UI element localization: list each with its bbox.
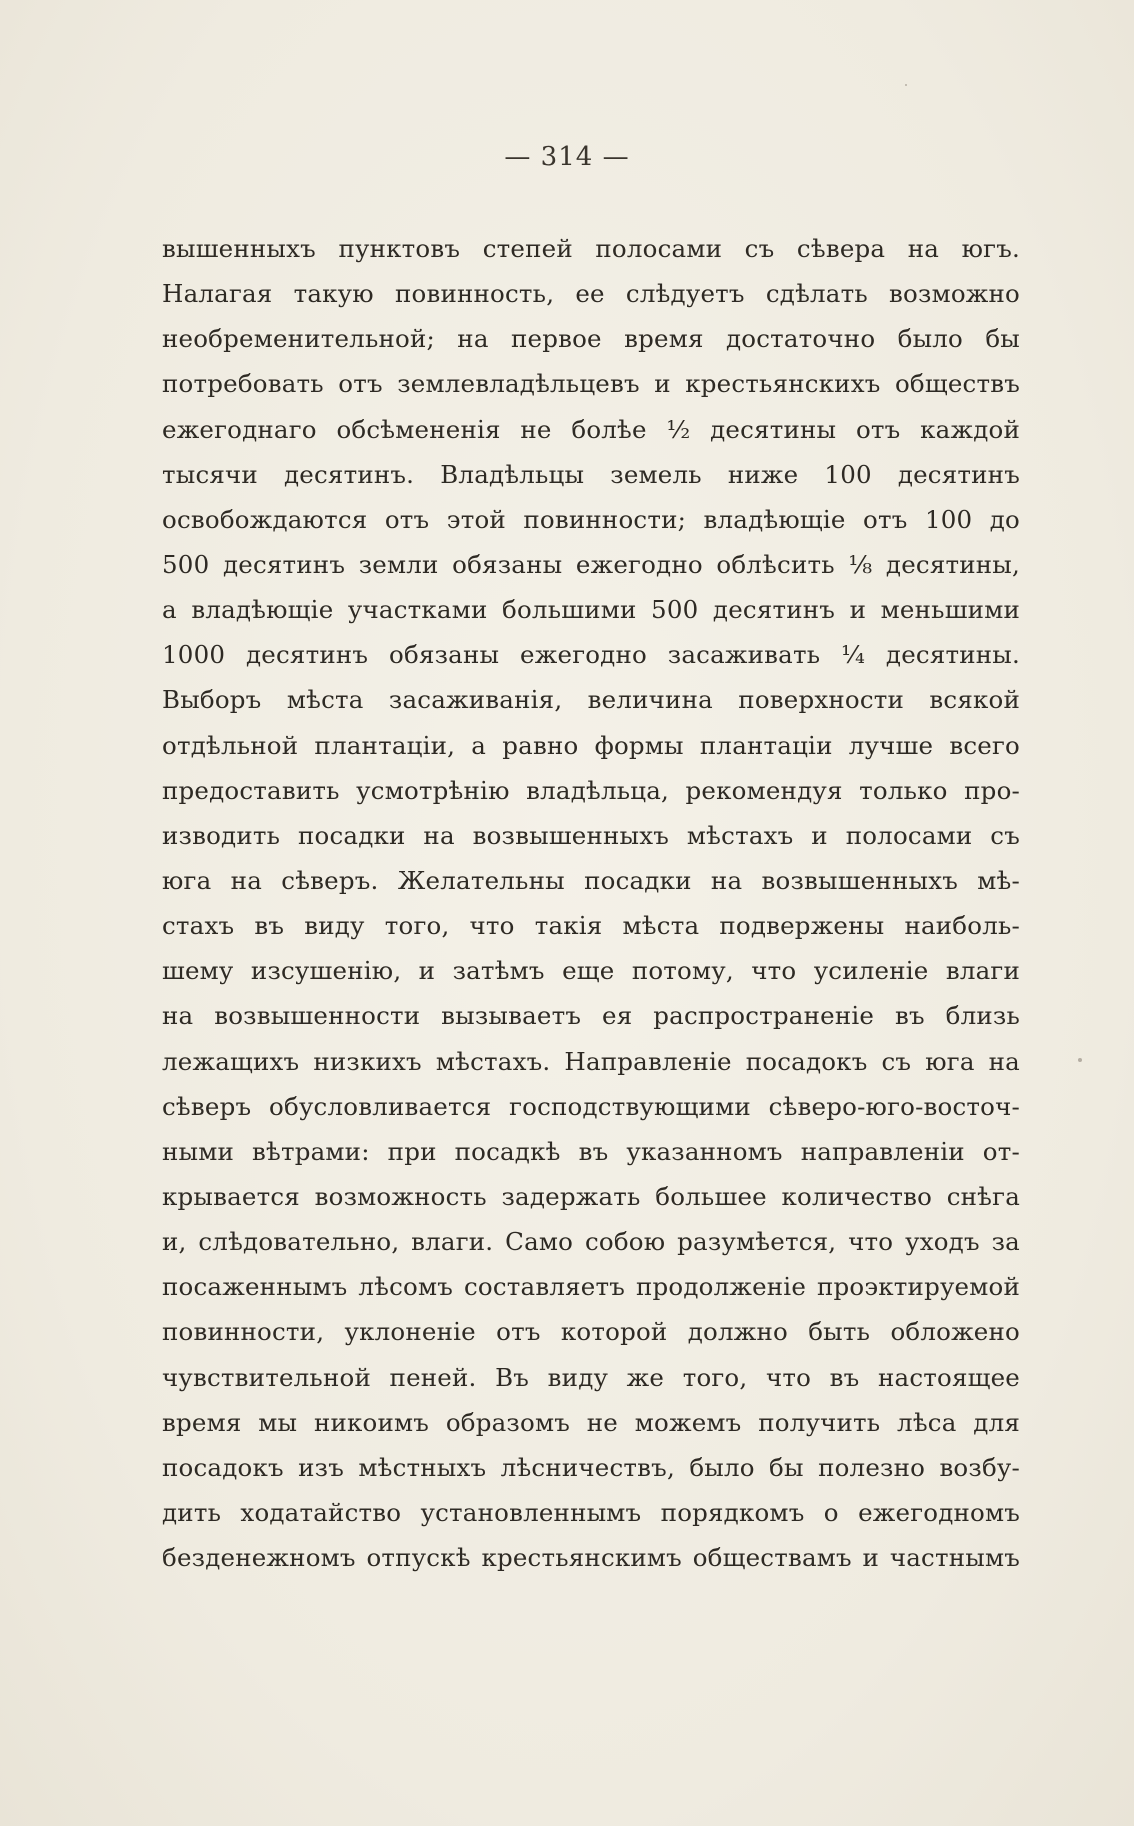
text-line: дить ходатайство установленнымъ порядкомъ о ежегодномъ xyxy=(162,1497,1020,1527)
text-line: юга на сѣверъ. Желательны посадки на возвышенныхъ мѣ- xyxy=(162,865,1020,895)
text-line: посаженнымъ лѣсомъ составляетъ продолженіе проэктируемой xyxy=(162,1272,1020,1302)
text-line: на возвышенности вызываетъ ея распространеніе въ близь xyxy=(162,1001,1020,1031)
text-line: чувствительной пеней. Въ виду же того, что въ настоящее xyxy=(162,1362,1020,1392)
text-line: освобождаются отъ этой повинности; владѣющіе отъ 100 до xyxy=(162,504,1020,534)
paper-speck xyxy=(1078,1058,1082,1062)
text-line: крывается возможность задержать большее количество снѣга xyxy=(162,1181,1020,1211)
text-line: 1000 десятинъ обязаны ежегодно засаживать ¼ десятины. xyxy=(162,640,1020,670)
body-text xyxy=(162,226,1020,1580)
text-line: тысячи десятинъ. Владѣльцы земель ниже 100 десятинъ xyxy=(162,459,1020,489)
text-line: вышенныхъ пунктовъ степей полосами съ сѣвера на югъ. xyxy=(162,234,1020,263)
text-line: предоставить усмотрѣнію владѣльца, рекомендуя только про- xyxy=(162,775,1020,805)
text-line: сѣверъ обусловливается господствующими сѣверо-юго-восточ- xyxy=(162,1091,1020,1121)
text-line: необременительной; на первое время достаточно было бы xyxy=(162,324,1020,354)
text-line: Налагая такую повинность, ее слѣдуетъ сдѣлать возможно xyxy=(162,279,1020,309)
text-line: посадокъ изъ мѣстныхъ лѣсничествъ, было бы полезно возбу- xyxy=(162,1452,1020,1482)
text-line: а владѣющіе участками большими 500 десятинъ и меньшими xyxy=(162,595,1020,625)
paper-speck xyxy=(905,84,907,86)
text-line: ежегоднаго обсѣмененія не болѣе ½ десятины отъ каждой xyxy=(162,414,1020,444)
text-line: время мы никоимъ образомъ не можемъ получить лѣса для xyxy=(162,1407,1020,1437)
text-line: отдѣльной плантаціи, а равно формы плантаціи лучше всего xyxy=(162,730,1020,760)
text-line: 500 десятинъ земли обязаны ежегодно облѣсить ⅛ десятины, xyxy=(162,549,1020,579)
text-line: и, слѣдовательно, влаги. Само собою разумѣется, что уходъ за xyxy=(162,1227,1020,1257)
page-number: — 314 — xyxy=(504,142,630,172)
text-line: повинности, уклоненіе отъ которой должно быть обложено xyxy=(162,1317,1020,1347)
text-line: шему изсушенію, и затѣмъ еще потому, что усиленіе влаги xyxy=(162,956,1020,986)
text-line: безденежномъ отпускѣ крестьянскимъ обществамъ и частнымъ xyxy=(162,1543,1020,1573)
text-line: лежащихъ низкихъ мѣстахъ. Направленіе посадокъ съ юга на xyxy=(162,1046,1020,1076)
text-line: потребовать отъ землевладѣльцевъ и крестьянскихъ обществъ xyxy=(162,369,1020,399)
text-line: Выборъ мѣста засаживанія, величина поверхности всякой xyxy=(162,685,1020,715)
text-line: ными вѣтрами: при посадкѣ въ указанномъ направленіи от- xyxy=(162,1136,1020,1166)
text-line: изводить посадки на возвышенныхъ мѣстахъ и полосами съ xyxy=(162,820,1020,850)
text-line: стахъ въ виду того, что такія мѣста подвержены наиболь- xyxy=(162,911,1020,941)
